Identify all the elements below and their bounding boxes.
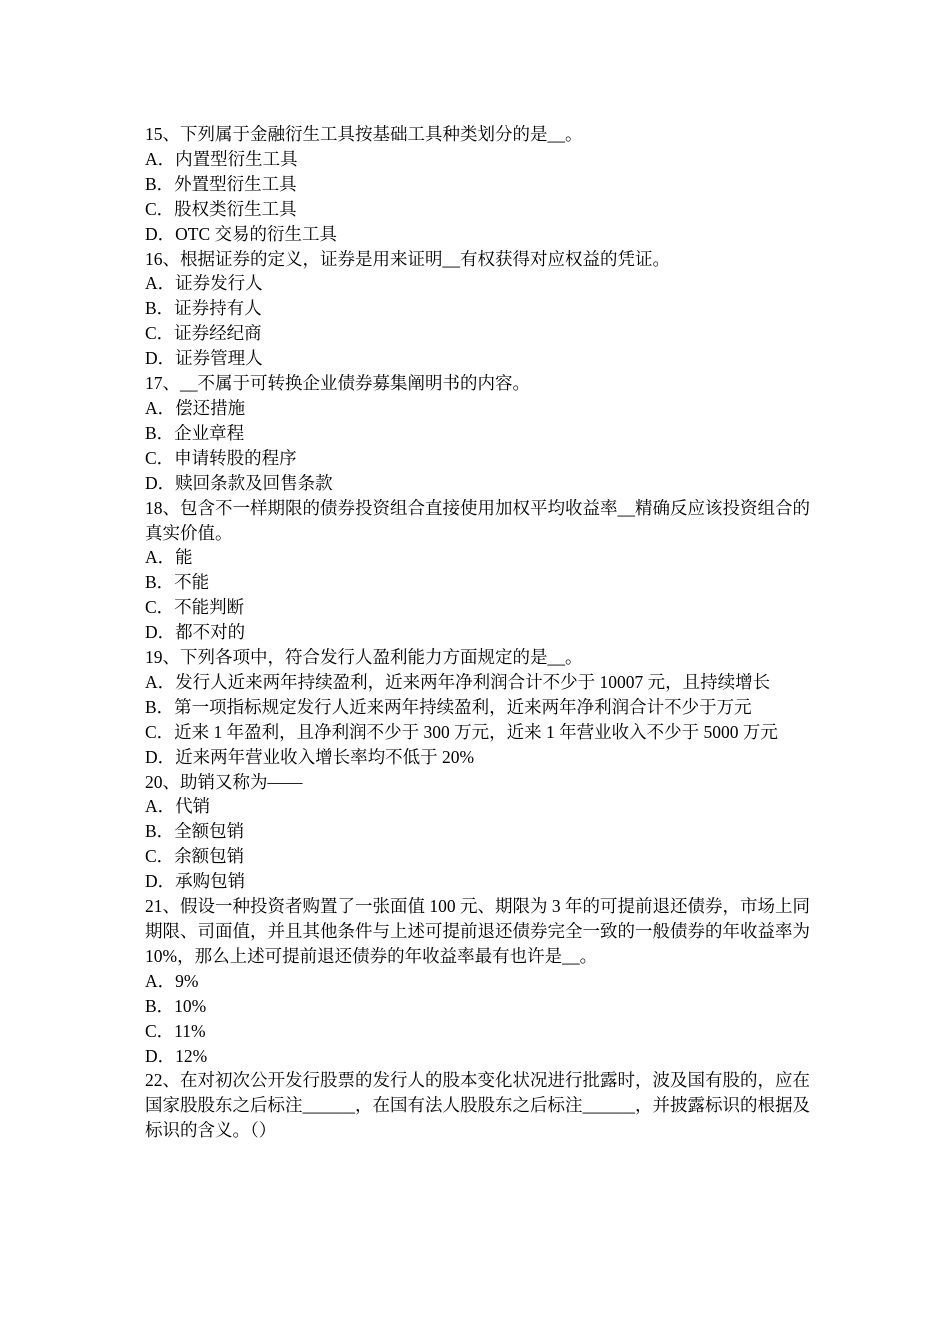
- option-b: B．外置型衍生工具: [145, 173, 297, 194]
- option-b: B．10%: [145, 995, 207, 1016]
- question-stem: 15、下列属于金融衍生工具按基础工具种类划分的是__。: [145, 124, 583, 144]
- question-18: [145, 496, 810, 645]
- option-d: D．证券管理人: [145, 348, 263, 369]
- question-stem: 21、假设一种投资者购置了一张面值 100 元、期限为 3 年的可提前退还债券，市场上同期限、司面值，并且其他条件与上述可提前退还债券完全一致的一般债券的年收益率为 10%，那么上述可提前退还债券的年收益率最有也许是__。: [145, 896, 815, 966]
- option-b: B．企业章程: [145, 422, 245, 443]
- option-d: D．近来两年营业收入增长率均不低于 20%: [145, 746, 475, 767]
- option-a: A．9%: [145, 970, 199, 991]
- option-b: B．第一项指标规定发行人近来两年持续盈利，近来两年净利润合计不少于万元: [145, 696, 752, 717]
- question-stem: 16、根据证券的定义，证券是用来证明__有权获得对应权益的凭证。: [145, 248, 670, 269]
- option-c: C．近来 1 年盈利，且净利润不少于 300 万元，近来 1 年营业收入不少于 5000 万元: [145, 721, 778, 742]
- question-22: [145, 1068, 810, 1143]
- question-stem: 20、助销又称为——: [145, 771, 303, 792]
- question-stem: 19、下列各项中，符合发行人盈利能力方面规定的是__。: [145, 647, 583, 668]
- document-page: [145, 122, 815, 1143]
- option-d: D．赎回条款及回售条款: [145, 472, 333, 493]
- option-c: C．申请转股的程序: [145, 447, 297, 468]
- option-c: C．股权类衍生工具: [145, 198, 297, 219]
- option-a: A．发行人近来两年持续盈利，近来两年净利润合计不少于 10007 元，且持续增长: [145, 671, 771, 692]
- option-d: D．承购包销: [145, 871, 246, 892]
- option-b: B．全额包销: [145, 821, 245, 842]
- question-17: [145, 371, 810, 496]
- option-c: C．不能判断: [145, 597, 245, 618]
- question-stem: 17、__不属于可转换企业债券募集阐明书的内容。: [145, 373, 530, 394]
- question-21: [145, 894, 815, 1068]
- option-b: B．证券持有人: [145, 298, 262, 319]
- question-stem: 18、包含不一样期限的债券投资组合直接使用加权平均收益率__精确反应该投资组合的真实价值。: [145, 497, 810, 543]
- option-a: A．偿还措施: [145, 397, 246, 418]
- question-16: [145, 247, 810, 372]
- option-a: A．内置型衍生工具: [145, 148, 298, 169]
- option-c: C．证券经纪商: [145, 323, 262, 344]
- question-stem: 22、在对初次公开发行股票的发行人的股本变化状况进行批露时，波及国有股的，应在国家股股东之后标注______，在国有法人股股东之后标注______，并披露标识的根据及标识的含义。（）: [145, 1070, 810, 1141]
- option-a: A．代销: [145, 796, 211, 817]
- option-d: D．OTC 交易的衍生工具: [145, 223, 338, 244]
- option-c: C．11%: [145, 1020, 206, 1041]
- option-d: D．12%: [145, 1045, 208, 1066]
- option-d: D．都不对的: [145, 622, 246, 643]
- question-20: [145, 770, 810, 895]
- question-19: [145, 645, 810, 770]
- option-a: A．能: [145, 547, 193, 568]
- option-c: C．余额包销: [145, 846, 245, 867]
- option-b: B．不能: [145, 572, 210, 593]
- option-a: A．证券发行人: [145, 273, 263, 294]
- question-15: [145, 122, 810, 247]
